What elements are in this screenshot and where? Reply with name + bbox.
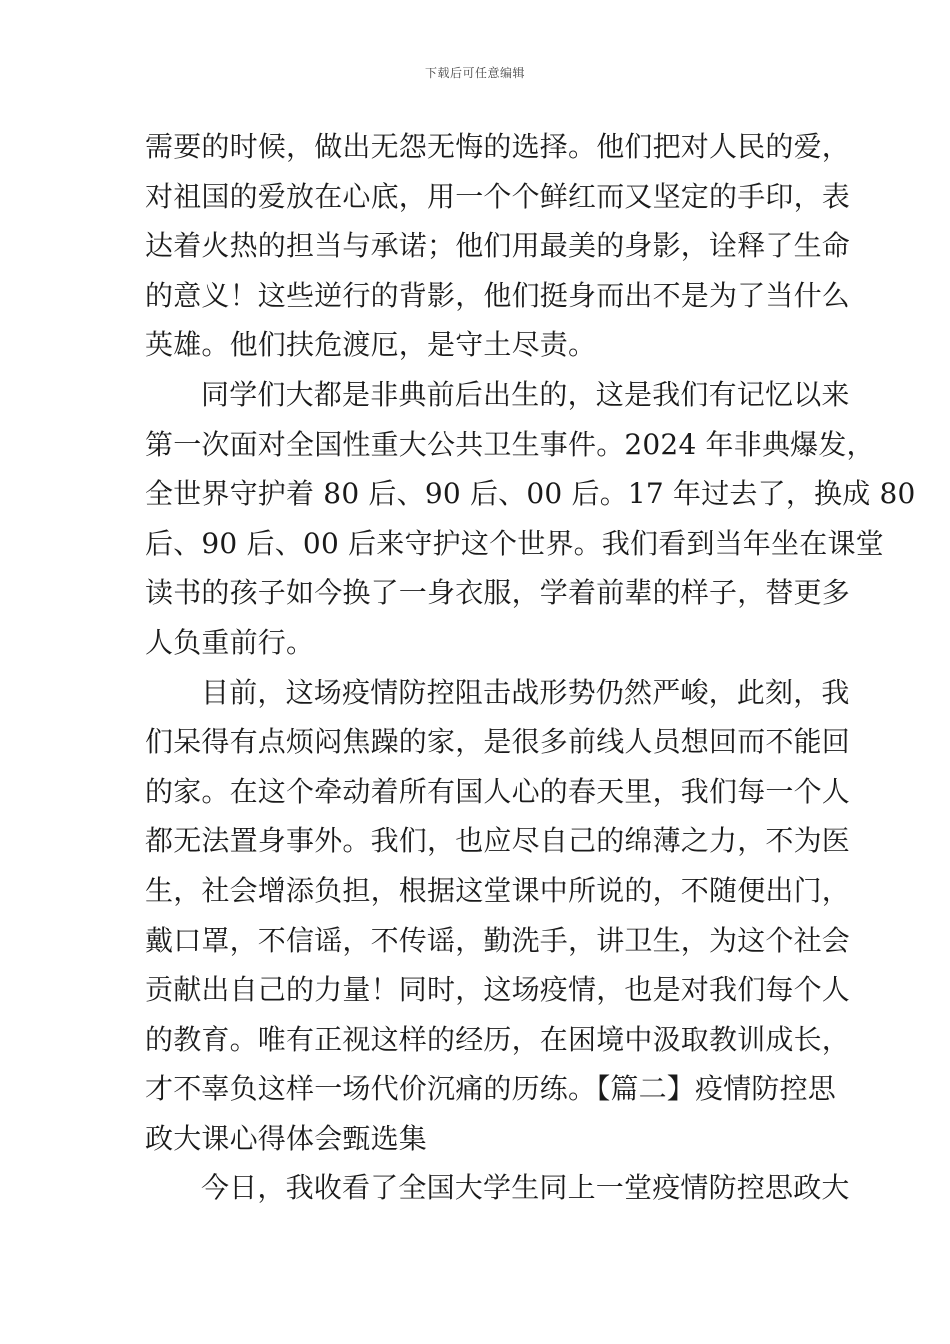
text-line: 达着火热的担当与承诺；他们用最美的身影，诠释了生命 xyxy=(145,229,851,263)
text-line: 人负重前行。 xyxy=(145,625,315,659)
text-line: 政大课心得体会甄选集 xyxy=(145,1121,428,1155)
text-line: 生，社会增添负担，根据这堂课中所说的，不随便出门， xyxy=(145,873,851,907)
paragraph-first-line: 今日，我收看了全国大学生同上一堂疫情防控思政大 xyxy=(201,1171,850,1205)
text-line: 需要的时候，做出无怨无悔的选择。他们把对人民的爱， xyxy=(145,130,851,163)
text-line: 贡献出自己的力量！同时，这场疫情，也是对我们每个人 xyxy=(145,973,851,1007)
text-line: 后、90 后、00 后来守护这个世界。我们看到当年坐在课堂 xyxy=(145,526,884,560)
text-line: 对祖国的爱放在心底，用一个个鲜红而又坚定的手印，表 xyxy=(145,179,851,213)
text-line: 的家。在这个牵动着所有国人心的春天里，我们每一个人 xyxy=(145,774,851,808)
text-line: 第一次面对全国性重大公共卫生事件。2024 年非典爆发， xyxy=(145,427,875,461)
text-line: 读书的孩子如今换了一身衣服，学着前辈的样子，替更多 xyxy=(145,576,851,610)
text-line: 的意义！这些逆行的背影，他们挺身而出不是为了当什么 xyxy=(145,278,851,312)
paragraph-first-line: 同学们大都是非典前后出生的，这是我们有记忆以来 xyxy=(201,377,850,411)
page-header-note: 下载后可任意编辑 xyxy=(424,66,525,80)
text-line: 全世界守护着 80 后、90 后、00 后。17 年过去了，换成 80 xyxy=(145,477,916,511)
paragraph-first-line: 目前，这场疫情防控阻击战形势仍然严峻，此刻，我 xyxy=(201,675,850,709)
text-line: 才不辜负这样一场代价沉痛的历练。【篇二】疫情防控思 xyxy=(145,1072,837,1106)
document-body xyxy=(145,122,916,1213)
text-line: 英雄。他们扶危渡厄，是守土尽责。 xyxy=(145,328,597,362)
text-line: 们呆得有点烦闷焦躁的家，是很多前线人员想回而不能回 xyxy=(145,725,851,759)
text-line: 的教育。唯有正视这样的经历，在困境中汲取教训成长， xyxy=(145,1022,851,1056)
text-line: 都无法置身事外。我们，也应尽自己的绵薄之力，不为医 xyxy=(145,824,851,858)
text-line: 戴口罩，不信谣，不传谣，勤洗手，讲卫生，为这个社会 xyxy=(145,923,851,957)
